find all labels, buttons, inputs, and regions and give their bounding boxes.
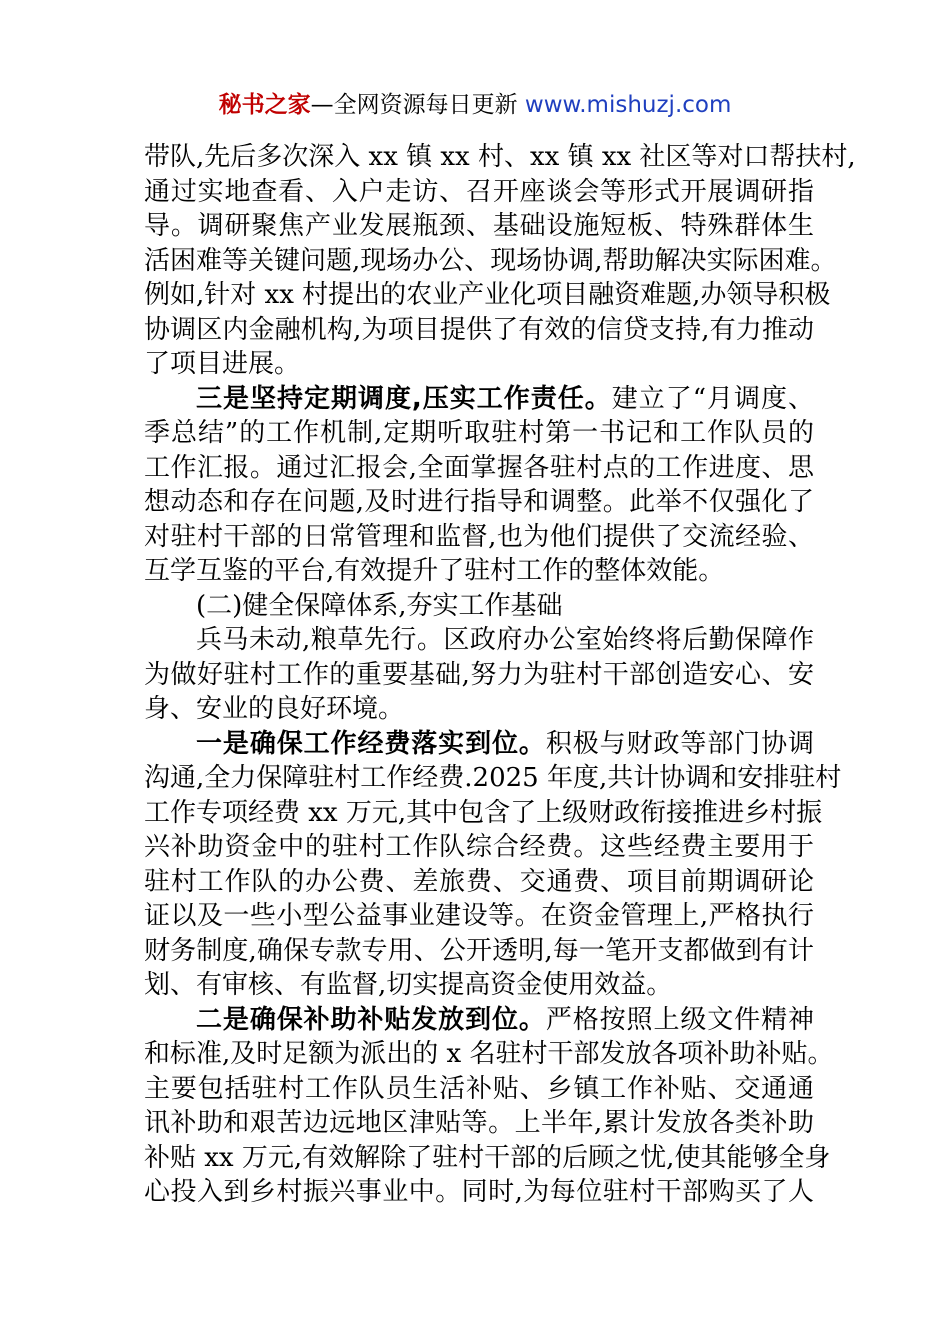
text-line <box>144 865 814 900</box>
body-text-run: 财务制度,确保专款专用、公开透明,每一笔开支都做到有计 <box>144 935 814 966</box>
bold-heading-text: 三是坚持定期调度,压实工作责任。 <box>196 383 612 414</box>
text-line <box>144 382 814 417</box>
body-text-run: 工作汇报。通过汇报会,全面掌握各驻村点的工作进度、思 <box>144 452 814 483</box>
body-text-run: 工作专项经费 xx 万元,其中包含了上级财政衔接推进乡村振 <box>144 797 823 828</box>
text-line <box>144 244 837 279</box>
text-line <box>144 1175 814 1210</box>
text-line <box>144 623 814 658</box>
body-text-run: 讯补助和艰苦边远地区津贴等。上半年,累计发放各类补助 <box>144 1108 814 1138</box>
body-text-run: 导。调研聚焦产业发展瓶颈、基础设施短板、特殊群体生 <box>144 211 814 241</box>
text-line <box>144 520 814 555</box>
body-text-run: 补贴 xx 万元,有效解除了驻村干部的后顾之忧,使其能够全身 <box>144 1142 831 1173</box>
document-body <box>144 140 856 1210</box>
text-line <box>144 1141 831 1176</box>
body-text-run: 积极与财政等部门协调 <box>545 728 814 759</box>
text-line <box>144 485 814 520</box>
body-text-run: 为做好驻村工作的重要基础,努力为驻村干部创造安心、安 <box>144 659 814 690</box>
body-text-run: 互学互鉴的平台,有效提升了驻村工作的整体效能。 <box>144 556 725 586</box>
text-line <box>144 796 823 831</box>
text-line <box>144 692 814 727</box>
text-line <box>144 1037 834 1072</box>
body-text-run: 例如,针对 xx 村提出的农业产业化项目融资难题,办领导积极 <box>144 280 831 310</box>
text-line <box>144 761 842 796</box>
text-line <box>144 1003 814 1038</box>
body-text-run: 建立了“月调度、 <box>611 383 814 414</box>
brand-name: 秘书之家 <box>218 92 311 118</box>
body-text-run: 想动态和存在问题,及时进行指导和调整。此举不仅强化了 <box>144 487 814 517</box>
body-text-run: 带队,先后多次深入 xx 镇 xx 村、xx 镇 xx 社区等对口帮扶村, <box>144 142 856 172</box>
text-line <box>144 830 814 865</box>
text-line <box>144 209 814 244</box>
body-text-run: 和标准,及时足额为派出的 x 名驻村干部发放各项补助补贴。 <box>144 1039 834 1069</box>
text-line <box>144 313 814 348</box>
body-text-run: 严格按照上级文件精神 <box>545 1004 814 1035</box>
text-line <box>144 727 814 762</box>
body-text-run: 对驻村干部的日常管理和监督,也为他们提供了交流经验、 <box>144 521 814 552</box>
text-line <box>144 899 814 934</box>
text-line <box>144 140 856 175</box>
text-line <box>144 1072 814 1107</box>
body-text-run: 驻村工作队的办公费、差旅费、交通费、项目前期调研论 <box>144 866 814 897</box>
body-text-run: 活困难等关键问题,现场办公、现场协调,帮助解决实际困难。 <box>144 245 837 276</box>
text-line <box>144 416 814 451</box>
body-text-run: 划、有审核、有监督,切实提高资金使用效益。 <box>144 970 673 1000</box>
text-line <box>144 451 814 486</box>
text-line <box>144 934 814 969</box>
bold-heading-text: 二是确保补助补贴发放到位。 <box>196 1004 546 1035</box>
body-text-run: 主要包括驻村工作队员生活补贴、乡镇工作补贴、交通通 <box>144 1073 814 1104</box>
body-text-run: 证以及一些小型公益事业建设等。在资金管理上,严格执行 <box>144 901 814 931</box>
body-text-run: 通过实地查看、入户走访、召开座谈会等形式开展调研指 <box>144 176 814 207</box>
bold-heading-text: 一是确保工作经费落实到位。 <box>196 728 546 759</box>
body-text-run: 季总结”的工作机制,定期听取驻村第一书记和工作队员的 <box>144 418 814 448</box>
body-text-run: 协调区内金融机构,为项目提供了有效的信贷支持,有力推动 <box>144 314 814 345</box>
body-text-run: (二)健全保障体系,夯实工作基础 <box>196 590 563 621</box>
body-text-run: 沟通,全力保障驻村工作经费.2025 年度,共计协调和安排驻村 <box>144 763 842 793</box>
site-header <box>0 88 950 122</box>
text-line <box>144 554 814 589</box>
text-line <box>144 347 814 382</box>
site-url-link[interactable]: www.mishuzj.com <box>524 92 732 118</box>
body-text-run: 身、安业的良好环境。 <box>144 694 405 724</box>
text-line <box>144 658 814 693</box>
body-text-run: 兴补助资金中的驻村工作队综合经费。这些经费主要用于 <box>144 832 814 862</box>
text-line <box>144 968 814 1003</box>
header-tagline: —全网资源每日更新 <box>310 92 525 118</box>
body-text-run: 兵马未动,粮草先行。区政府办公室始终将后勤保障作 <box>196 625 814 655</box>
text-line <box>144 278 831 313</box>
text-line <box>144 589 814 624</box>
body-text-run: 了项目进展。 <box>144 349 301 379</box>
text-line <box>144 1106 814 1141</box>
body-text-run: 心投入到乡村振兴事业中。同时,为每位驻村干部购买了人 <box>144 1177 814 1207</box>
text-line <box>144 175 814 210</box>
